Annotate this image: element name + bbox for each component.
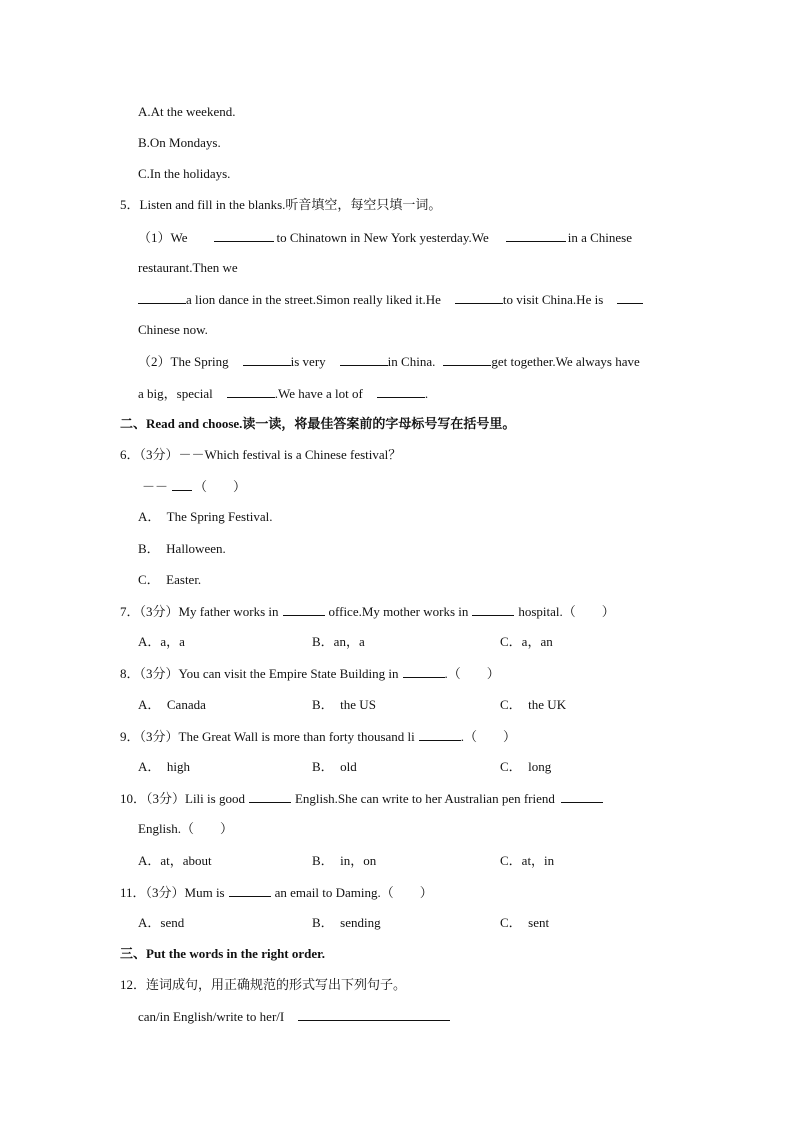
answer-blank[interactable]	[283, 603, 325, 616]
question-number: 5．	[120, 197, 140, 212]
q6-answer-line	[142, 478, 246, 495]
option-a: A．send	[138, 915, 185, 930]
option-b: B． sending	[312, 915, 381, 930]
question-stem: hospital.（ ）	[518, 604, 615, 619]
q5-passage-1-line-4: Chinese now.	[138, 322, 208, 337]
question-8	[120, 665, 500, 682]
answer-blank[interactable]	[455, 291, 503, 304]
answer-blank[interactable]	[214, 229, 274, 242]
question-10-cont: English.（ ）	[138, 821, 233, 836]
answer-blank[interactable]	[243, 353, 291, 366]
passage-text: in China.	[387, 354, 436, 369]
question-stem: office.My mother works in	[328, 604, 469, 619]
answer-paren[interactable]: （ ）	[194, 479, 247, 494]
q5-passage-1-line-2: restaurant.Then we	[138, 260, 238, 275]
option-a: A． The Spring Festival.	[138, 509, 273, 524]
option-a: A.At the weekend.	[138, 104, 236, 119]
passage-label: （2）The Spring	[138, 354, 229, 369]
option-b: B． old	[312, 759, 357, 774]
option-c: C.In the holidays.	[138, 166, 231, 181]
passage-text: to Chinatown in New York yesterday.We	[276, 230, 489, 245]
answer-line[interactable]	[298, 1008, 450, 1021]
answer-blank[interactable]	[229, 884, 271, 897]
option-b: B． in，on	[312, 853, 377, 868]
answer-blank[interactable]	[249, 790, 291, 803]
passage-text: a lion dance in the street.Simon really liked it.He	[186, 292, 441, 307]
question-stem: .（ ）	[460, 729, 517, 744]
option-c: C． the UK	[500, 697, 567, 712]
question-stem: an email to Daming.（ ）	[274, 885, 433, 900]
option-c: C． long	[500, 759, 552, 774]
question-stem: 11．（3分）Mum is	[120, 885, 225, 900]
q5-passage-1-line-3	[138, 291, 643, 308]
question-stem: 9．（3分）The Great Wall is more than forty thousand li	[120, 729, 415, 744]
passage-text: .We have a lot of	[274, 386, 363, 401]
question-stem: .（ ）	[444, 666, 500, 681]
question-instruction: Listen and fill in the blanks.听音填空，每空只填一词。	[139, 197, 442, 212]
answer-blank[interactable]	[340, 353, 388, 366]
question-11	[120, 884, 433, 901]
q5-passage-2-line-1	[138, 353, 640, 370]
section-heading: 二、Read and choose.读一读，将最佳答案前的字母标号写在括号里。	[120, 416, 516, 431]
option-c: C．at，in	[500, 853, 555, 868]
answer-blank[interactable]	[227, 385, 275, 398]
question-9	[120, 728, 516, 745]
q12-prompt-line	[138, 1008, 450, 1025]
answer-blank[interactable]	[506, 229, 566, 242]
answer-blank[interactable]	[403, 665, 445, 678]
option-a: A． high	[138, 759, 191, 774]
passage-text: in a Chinese	[567, 230, 632, 245]
option-b: B． the US	[312, 697, 376, 712]
option-a: A．a，a	[138, 634, 185, 649]
passage-text: is very	[290, 354, 326, 369]
answer-blank[interactable]	[472, 603, 514, 616]
dash-prefix: －－	[142, 479, 169, 494]
option-a: A． Canada	[138, 697, 206, 712]
q5-passage-1-line-1	[138, 229, 632, 246]
option-c: C．a，an	[500, 634, 553, 649]
passage-text: .	[424, 386, 429, 401]
answer-blank[interactable]	[617, 291, 643, 304]
answer-blank[interactable]	[138, 291, 186, 304]
question-stem: 7．（3分）My father works in	[120, 604, 279, 619]
passage-label: （1）We	[138, 230, 188, 245]
question-stem: 10．（3分）Lili is good	[120, 791, 245, 806]
option-b: B.On Mondays.	[138, 135, 221, 150]
option-b: B． Halloween.	[138, 541, 226, 556]
answer-blank[interactable]	[443, 353, 491, 366]
q5-passage-2-line-2	[138, 385, 428, 402]
section-heading: 三、Put the words in the right order.	[120, 946, 325, 961]
passage-text: get together.We always have	[491, 354, 640, 369]
answer-blank[interactable]	[377, 385, 425, 398]
option-a: A．at，about	[138, 853, 212, 868]
question-7	[120, 603, 615, 620]
option-c: C． sent	[500, 915, 550, 930]
answer-blank[interactable]	[561, 790, 603, 803]
answer-blank[interactable]	[419, 728, 461, 741]
question-6: 6．（3分）－－Which festival is a Chinese festival？	[120, 447, 402, 462]
question-10	[120, 790, 603, 807]
question-stem: English.She can write to her Australian pen friend	[294, 791, 555, 806]
answer-blank[interactable]	[172, 478, 192, 491]
option-c: C． Easter.	[138, 572, 202, 587]
word-prompt: can/in English/write to her/I	[138, 1009, 285, 1024]
question-stem: 8．（3分）You can visit the Empire State Building in	[120, 666, 399, 681]
option-b: B．an，a	[312, 634, 365, 649]
passage-text: a big，special	[138, 386, 213, 401]
question-12: 12．连词成句，用正确规范的形式写出下列句子。	[120, 977, 407, 992]
passage-text: to visit China.He is	[502, 292, 604, 307]
question-5	[120, 197, 441, 213]
